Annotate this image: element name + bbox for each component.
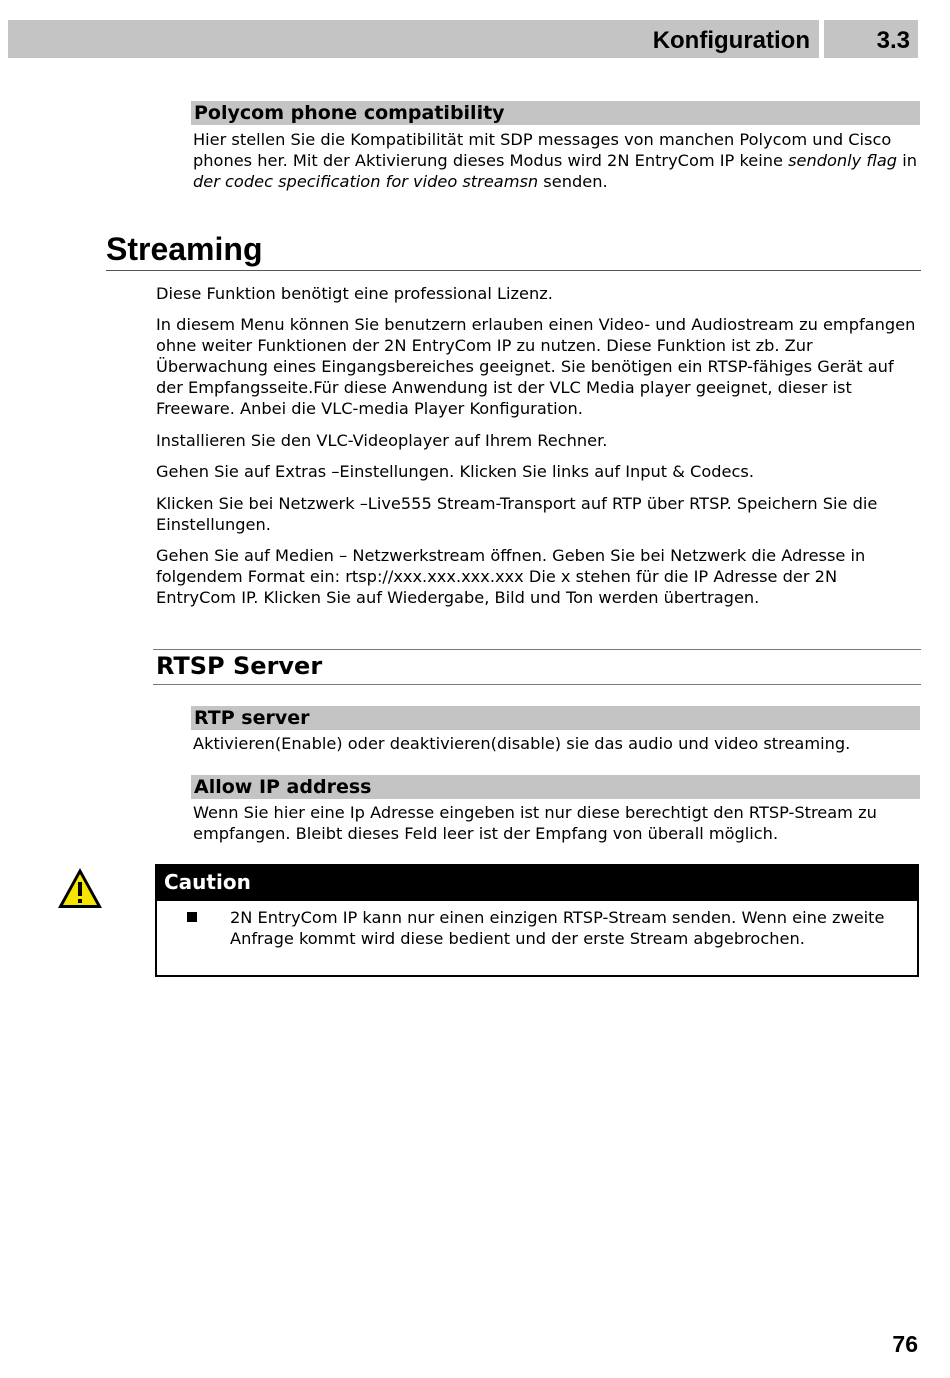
- polycom-text: [193, 129, 918, 192]
- rtp-server-heading: RTP server: [191, 706, 920, 730]
- streaming-paragraph-2: In diesem Menu können Sie benutzern erlauben einen Video- und Audiostream zu empfangen ohne weiter Funktionen der 2N EntryCom IP zu nutzen. Diese Funktion ist zb. Zur Überwachung eines Eingangsbereiches geeignet. Sie benötigen ein RTSP-fähiges Gerät auf der Empfangsseite.Für diese Anwendung ist der VLC Media player geeignet, dieser ist Freeware. Anbei die VLC-media Player Konfiguration.: [156, 315, 916, 418]
- allow-ip-text: Wenn Sie hier eine Ip Adresse eingeben ist nur diese berechtigt den RTSP-Stream zu empfangen. Bleibt dieses Feld leer ist der Empfang von überall möglich.: [193, 803, 877, 843]
- rtsp-rule-bottom: [153, 684, 921, 685]
- page-number: 76: [892, 1331, 918, 1357]
- streaming-paragraph-3: Installieren Sie den VLC-Videoplayer auf Ihrem Rechner.: [156, 431, 608, 450]
- polycom-text-a: Hier stellen Sie die Kompatibilität mit SDP messages von manchen Polycom und Cisco phones her. Mit der Aktivierung dieses Modus wird 2N EntryCom IP keine: [193, 130, 892, 170]
- streaming-paragraph-6: Gehen Sie auf Medien – Netzwerkstream öffnen. Geben Sie bei Netzwerk die Adresse in folgendem Format ein: rtsp://xxx.xxx.xxx.xxx Die x stehen für die IP Adresse der 2N EntryCom IP. Klicken Sie auf Wiedergabe, Bild und Ton werden übertragen.: [156, 546, 866, 607]
- caution-text: 2N EntryCom IP kann nur einen einzigen RTSP-Stream senden. Wenn eine zweite Anfrage kommt wird diese bedient und der erste Stream abgebrochen.: [230, 908, 885, 948]
- streaming-paragraph-4: Gehen Sie auf Extras –Einstellungen. Klicken Sie links auf Input & Codecs.: [156, 462, 754, 481]
- rtsp-rule-top: [153, 649, 921, 650]
- streaming-paragraph-5: Klicken Sie bei Netzwerk –Live555 Stream-Transport auf RTP über RTSP. Speichern Sie die Einstellungen.: [156, 494, 878, 534]
- streaming-title: Streaming: [106, 231, 263, 267]
- streaming-paragraph-1: Diese Funktion benötigt eine professional Lizenz.: [156, 284, 553, 303]
- allow-ip-heading: Allow IP address: [191, 775, 920, 799]
- bullet-square-icon: [187, 912, 197, 922]
- warning-triangle-icon: [56, 866, 104, 910]
- polycom-text-c: senden.: [538, 172, 608, 191]
- polycom-heading: Polycom phone compatibility: [191, 101, 920, 125]
- streaming-divider: [106, 270, 921, 271]
- page-header-title: Konfiguration: [652, 27, 810, 54]
- polycom-text-b: in: [897, 151, 917, 170]
- caution-title: Caution: [157, 866, 917, 901]
- rtp-server-text: Aktivieren(Enable) oder deaktivieren(disable) sie das audio und video streaming.: [193, 734, 851, 753]
- section-number: 3.3: [876, 27, 910, 54]
- polycom-text-italic1: sendonly flag: [788, 151, 898, 170]
- polycom-text-italic2: der codec specification for video streamsn: [193, 172, 539, 191]
- rtsp-server-title: RTSP Server: [156, 652, 323, 680]
